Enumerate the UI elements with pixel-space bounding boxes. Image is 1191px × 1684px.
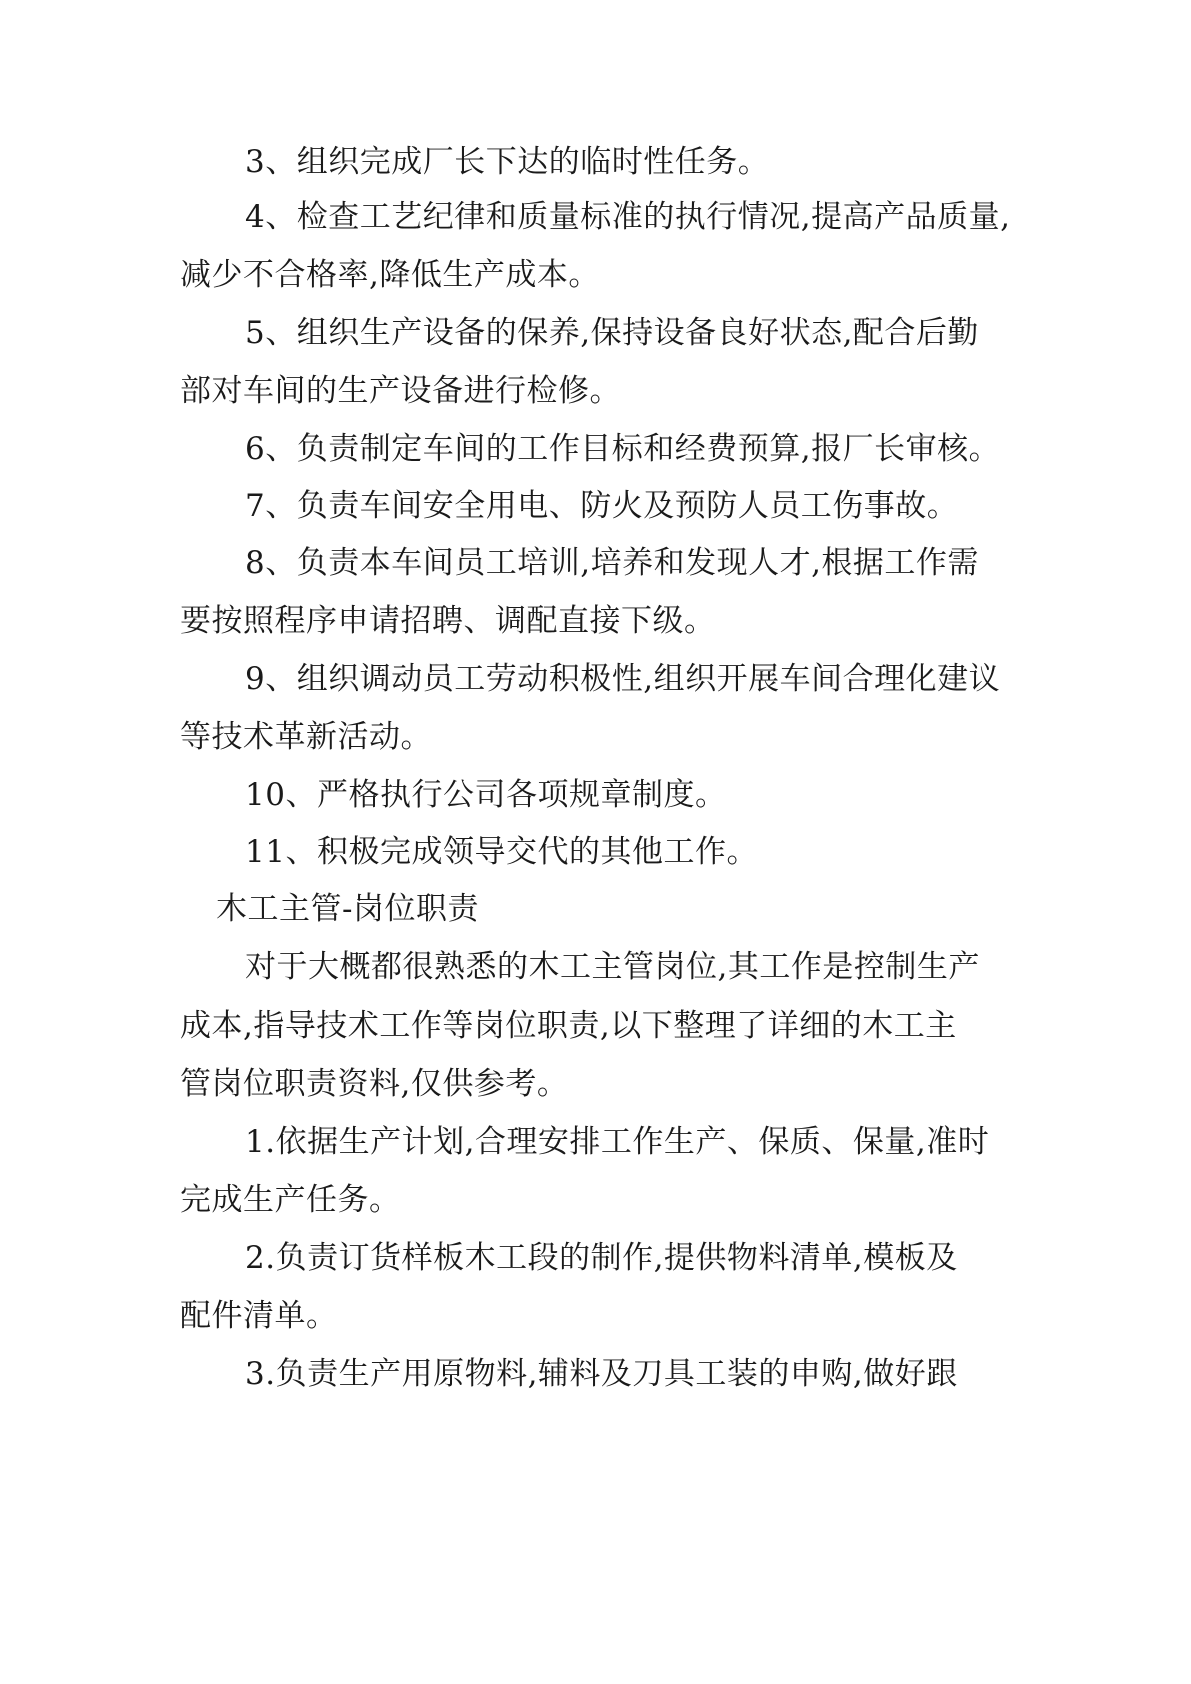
paragraph-line: 3.负责生产用原物料,辅料及刀具工装的申购,做好跟 — [245, 1356, 958, 1392]
paragraph-line: 管岗位职责资料,仅供参考。 — [180, 1066, 569, 1102]
paragraph-line: 4、检查工艺纪律和质量标准的执行情况,提高产品质量, — [245, 199, 1011, 235]
paragraph-line: 对于大概都很熟悉的木工主管岗位,其工作是控制生产 — [245, 949, 980, 985]
paragraph-line: 要按照程序申请招聘、调配直接下级。 — [180, 603, 716, 639]
paragraph-line: 8、负责本车间员工培训,培养和发现人才,根据工作需 — [245, 545, 979, 581]
paragraph-line: 3、组织完成厂长下达的临时性任务。 — [245, 144, 770, 180]
paragraph-line: 7、负责车间安全用电、防火及预防人员工伤事故。 — [245, 488, 959, 524]
paragraph-line: 成本,指导技术工作等岗位职责,以下整理了详细的木工主 — [180, 1008, 957, 1044]
paragraph-line: 11、积极完成领导交代的其他工作。 — [245, 834, 758, 870]
paragraph-line: 1.依据生产计划,合理安排工作生产、保质、保量,准时 — [245, 1124, 990, 1160]
paragraph-line: 部对车间的生产设备进行检修。 — [180, 373, 621, 409]
paragraph-line: 9、组织调动员工劳动积极性,组织开展车间合理化建议 — [245, 661, 1001, 697]
paragraph-line: 6、负责制定车间的工作目标和经费预算,报厂长审核。 — [245, 431, 1001, 467]
paragraph-line: 等技术革新活动。 — [180, 719, 432, 755]
paragraph-line: 5、组织生产设备的保养,保持设备良好状态,配合后勤 — [245, 315, 979, 351]
paragraph-line: 配件清单。 — [180, 1298, 338, 1334]
paragraph-line: 减少不合格率,降低生产成本。 — [180, 257, 600, 293]
section-heading: 木工主管-岗位职责 — [216, 891, 479, 927]
paragraph-line: 2.负责订货样板木工段的制作,提供物料清单,模板及 — [245, 1240, 958, 1276]
paragraph-line: 完成生产任务。 — [180, 1182, 401, 1218]
paragraph-line: 10、严格执行公司各项规章制度。 — [245, 777, 727, 813]
